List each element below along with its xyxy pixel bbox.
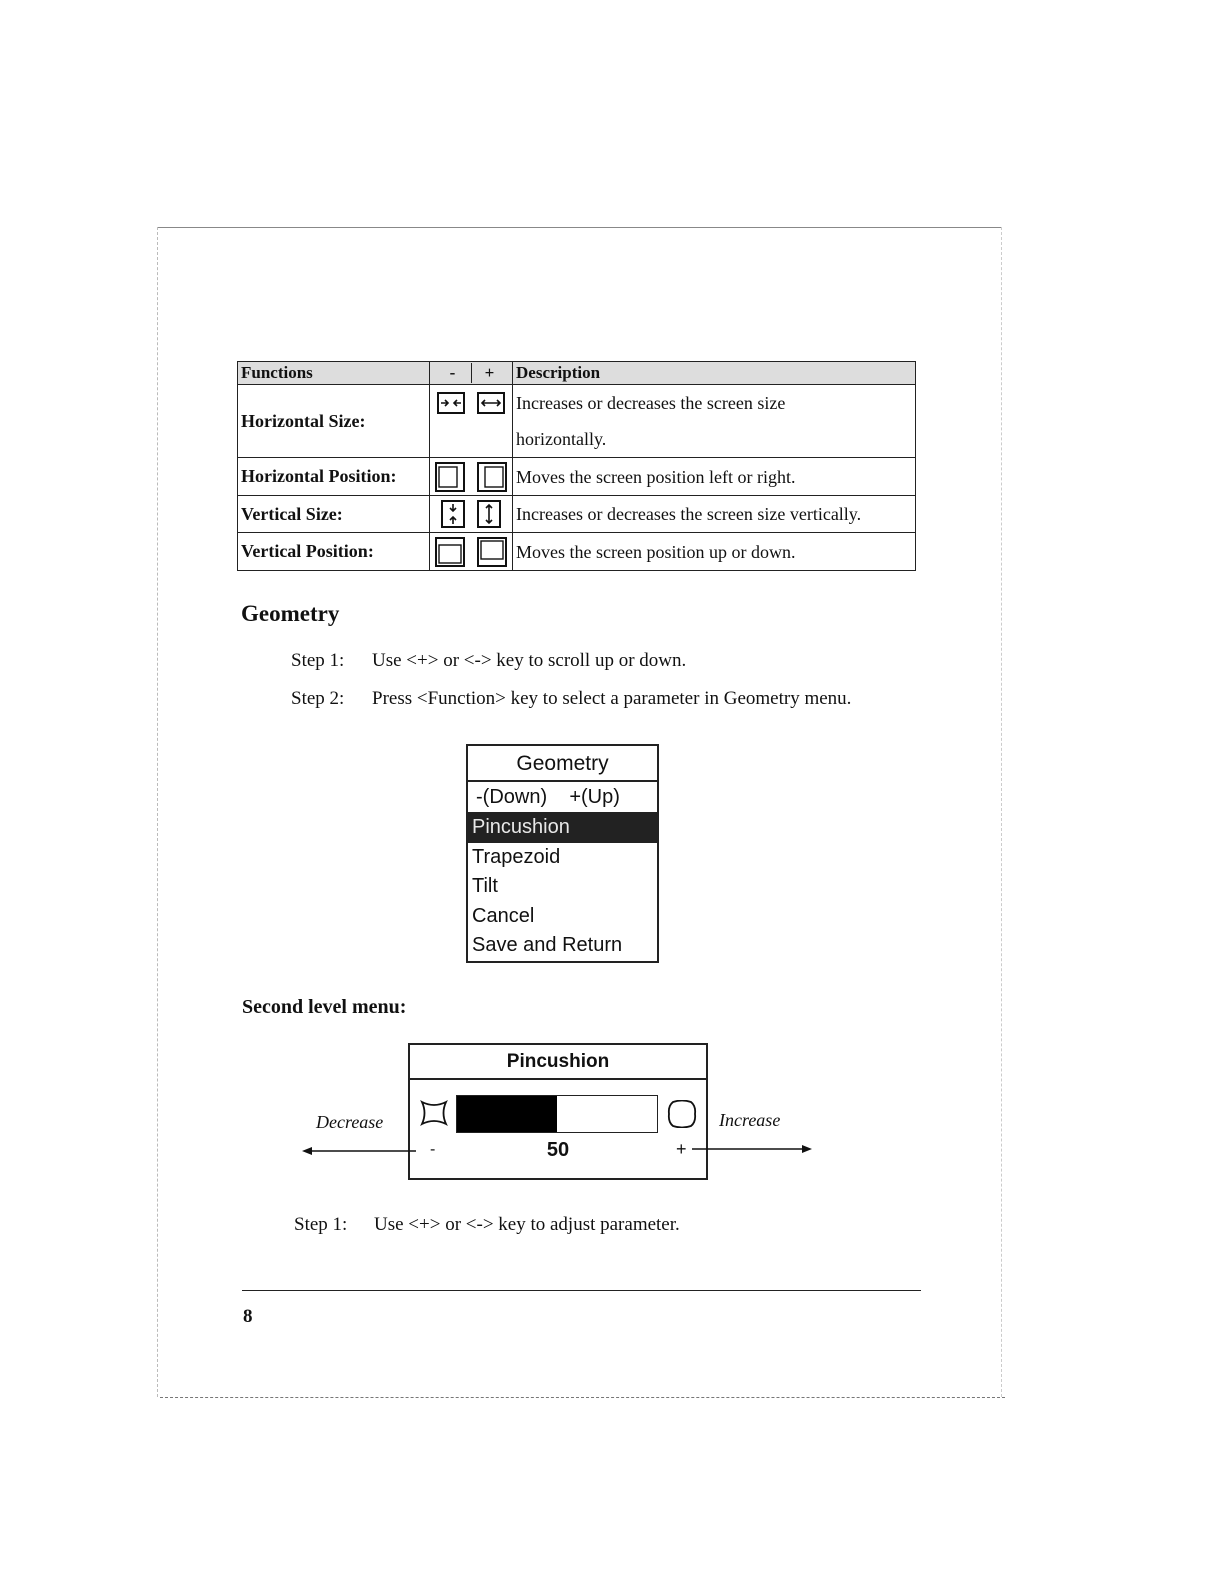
step-text: Press <Function> key to select a parameter in Geometry menu.: [372, 688, 852, 709]
decrease-label: Decrease: [316, 1112, 384, 1132]
section-heading-geometry: Geometry: [241, 601, 340, 626]
menu-item-trapezoid[interactable]: Trapezoid: [472, 845, 561, 868]
function-name: Horizontal Size:: [238, 385, 430, 458]
v-size-decrease-icon: [441, 500, 465, 528]
h-size-increase-icon: [477, 392, 505, 414]
menu-item-save-and-return[interactable]: Save and Return: [472, 934, 623, 956]
geometry-step-2: [291, 688, 851, 710]
function-description: Moves the screen position left or right.: [513, 458, 916, 496]
pincushion-minus-icon: [420, 1100, 448, 1126]
step-text: Use <+> or <-> key to scroll up or down.: [372, 650, 687, 671]
adjustment-value: 50: [546, 1139, 570, 1161]
second-level-heading: Second level menu:: [242, 996, 407, 1018]
icon-cell: [430, 496, 513, 533]
page-number: 8: [243, 1306, 253, 1327]
slider-fill: [457, 1096, 557, 1132]
plus-sign: +: [676, 1139, 687, 1159]
function-name: Horizontal Position:: [238, 458, 430, 496]
step-label: Step 1:: [294, 1214, 348, 1235]
h-position-left-icon: [435, 462, 465, 492]
menu-title: Geometry: [468, 746, 657, 782]
menu-down-up-hint: -(Down) +(Up): [468, 782, 657, 813]
table-header-row: [238, 362, 916, 385]
increase-arrow-icon: [692, 1140, 816, 1160]
h-size-decrease-icon: [437, 392, 465, 414]
menu-item-pincushion[interactable]: Pincushion: [468, 813, 657, 843]
page-frame-right: [1001, 227, 1002, 1397]
v-size-increase-icon: [477, 500, 501, 528]
geometry-step-1: [291, 650, 686, 672]
table-row: [238, 458, 916, 496]
step-text: Use <+> or <-> key to adjust parameter.: [374, 1214, 680, 1235]
v-position-down-icon: [435, 537, 465, 567]
function-description: [513, 385, 916, 458]
adjustment-slider[interactable]: [456, 1095, 658, 1133]
icon-cell: [430, 458, 513, 496]
header-plus: +: [484, 363, 495, 382]
step-label: Step 1:: [291, 650, 345, 671]
pincushion-osd: [408, 1043, 708, 1180]
function-description: Increases or decreases the screen size vertically.: [513, 496, 916, 533]
increase-label: Increase: [719, 1110, 781, 1130]
geometry-osd-menu: [466, 744, 659, 963]
icon-cell: [430, 385, 513, 458]
table-row: [238, 385, 916, 458]
header-description: Description: [513, 362, 916, 385]
function-name: Vertical Position:: [238, 533, 430, 571]
step-label: Step 2:: [291, 688, 345, 709]
v-position-up-icon: [477, 537, 507, 567]
page-frame-top: [157, 227, 1002, 228]
function-description: Moves the screen position up or down.: [513, 533, 916, 571]
second-level-step-1: [294, 1214, 680, 1236]
function-name: Vertical Size:: [238, 496, 430, 533]
header-minus-plus: [430, 362, 513, 385]
menu-item-cancel[interactable]: Cancel: [472, 904, 535, 927]
pincushion-plus-icon: [667, 1100, 697, 1128]
description-line-2: horizontally.: [516, 429, 607, 449]
table-row: [238, 496, 916, 533]
footer-divider: [242, 1290, 921, 1291]
menu-item-tilt[interactable]: Tilt: [472, 875, 498, 897]
minus-sign: -: [430, 1141, 436, 1158]
icon-cell: [430, 533, 513, 571]
header-functions: Functions: [238, 362, 430, 385]
decrease-arrow-icon: [300, 1140, 420, 1160]
h-position-right-icon: [477, 462, 507, 492]
header-minus: -: [435, 363, 472, 383]
description-line-1: Increases or decreases the screen size: [516, 393, 786, 413]
osd-title: Pincushion: [410, 1045, 706, 1080]
page-frame-left: [157, 227, 158, 1397]
table-row: [238, 533, 916, 571]
page-frame-bottom: [160, 1397, 1005, 1398]
functions-table: [237, 361, 916, 571]
